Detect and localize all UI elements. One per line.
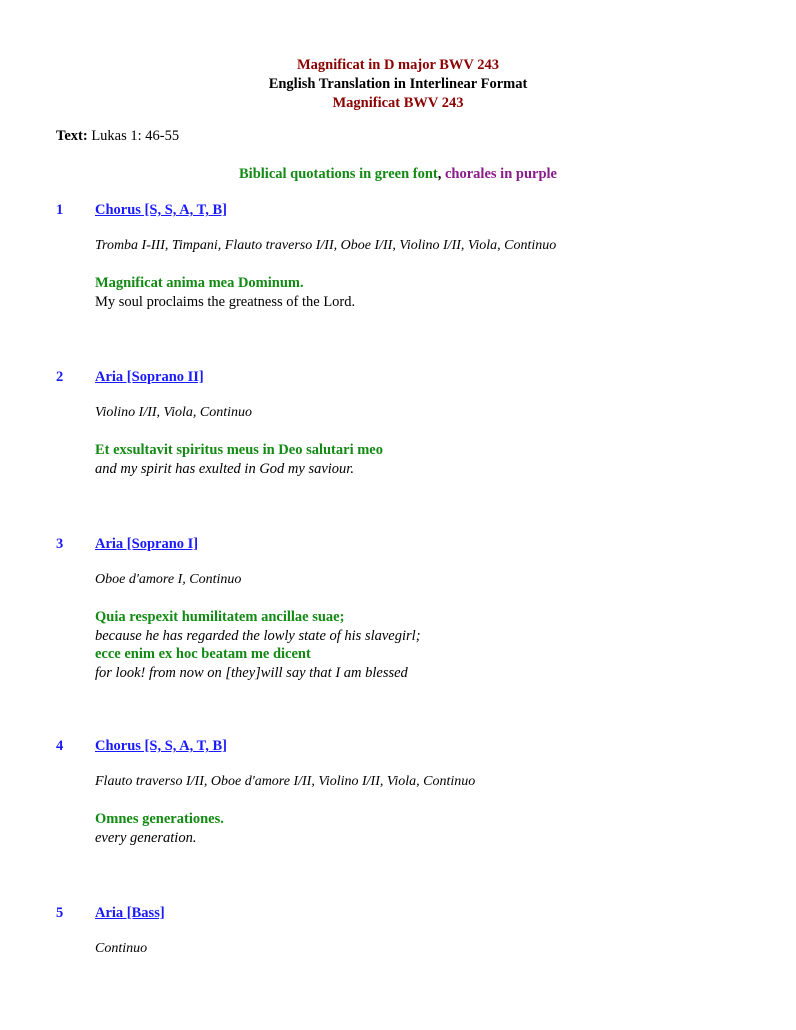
english-line: and my spirit has exulted in God my saviour. <box>95 460 354 477</box>
text-label: Text: <box>56 128 88 144</box>
latin-line: Magnificat anima mea Dominum. <box>95 275 304 291</box>
title-work: Magnificat BWV 243 <box>332 95 464 111</box>
document-header <box>0 56 796 113</box>
movement-instruments: Continuo <box>95 941 148 956</box>
movement-number: 5 <box>56 905 64 921</box>
title-subtitle: English Translation in Interlinear Format <box>268 76 528 92</box>
movement-text <box>95 810 224 847</box>
color-legend <box>0 166 796 183</box>
movement-title-link[interactable]: Aria [Soprano II] <box>95 369 204 385</box>
movement-text <box>95 441 383 478</box>
movement-text <box>95 608 421 682</box>
legend-separator: , <box>437 166 445 182</box>
movement-instruments: Flauto traverso I/II, Oboe d'amore I/II, Violino I/II, Viola, Continuo <box>95 774 476 789</box>
legend-green: Biblical quotations in green font <box>239 166 438 182</box>
movement-instruments: Violino I/II, Viola, Continuo <box>95 405 252 420</box>
movement-title-link[interactable]: Chorus [S, S, A, T, B] <box>95 202 228 218</box>
latin-line: Et exsultavit spiritus meus in Deo salutari meo <box>95 442 383 458</box>
text-source <box>56 128 179 145</box>
movement-title-link[interactable]: Chorus [S, S, A, T, B] <box>95 738 228 754</box>
text-value: Lukas 1: 46-55 <box>87 128 180 144</box>
latin-line: Omnes generationes. <box>95 811 224 827</box>
legend-purple: chorales in purple <box>445 166 557 182</box>
movement-number: 2 <box>56 369 64 385</box>
movement-title-link[interactable]: Aria [Soprano I] <box>95 536 199 552</box>
english-line: every generation. <box>95 829 197 846</box>
movement-title-link[interactable]: Aria [Bass] <box>95 905 165 921</box>
latin-line: Quia respexit humilitatem ancillae suae; <box>95 609 345 625</box>
title-main: Magnificat in D major BWV 243 <box>296 57 500 73</box>
english-line: My soul proclaims the greatness of the Lord. <box>95 293 356 310</box>
movement-number: 1 <box>56 202 64 218</box>
movement-instruments: Tromba I-III, Timpani, Flauto traverso I/II, Oboe I/II, Violino I/II, Viola, Continuo <box>95 238 557 253</box>
movement-instruments: Oboe d'amore I, Continuo <box>95 572 242 587</box>
movement-number: 3 <box>56 536 64 552</box>
english-line: because he has regarded the lowly state of his slavegirl; <box>95 627 421 644</box>
movement-text <box>95 274 355 311</box>
latin-line: ecce enim ex hoc beatam me dicent <box>95 646 311 662</box>
english-line: for look! from now on [they]will say that I am blessed <box>95 664 408 681</box>
movement-number: 4 <box>56 738 64 754</box>
